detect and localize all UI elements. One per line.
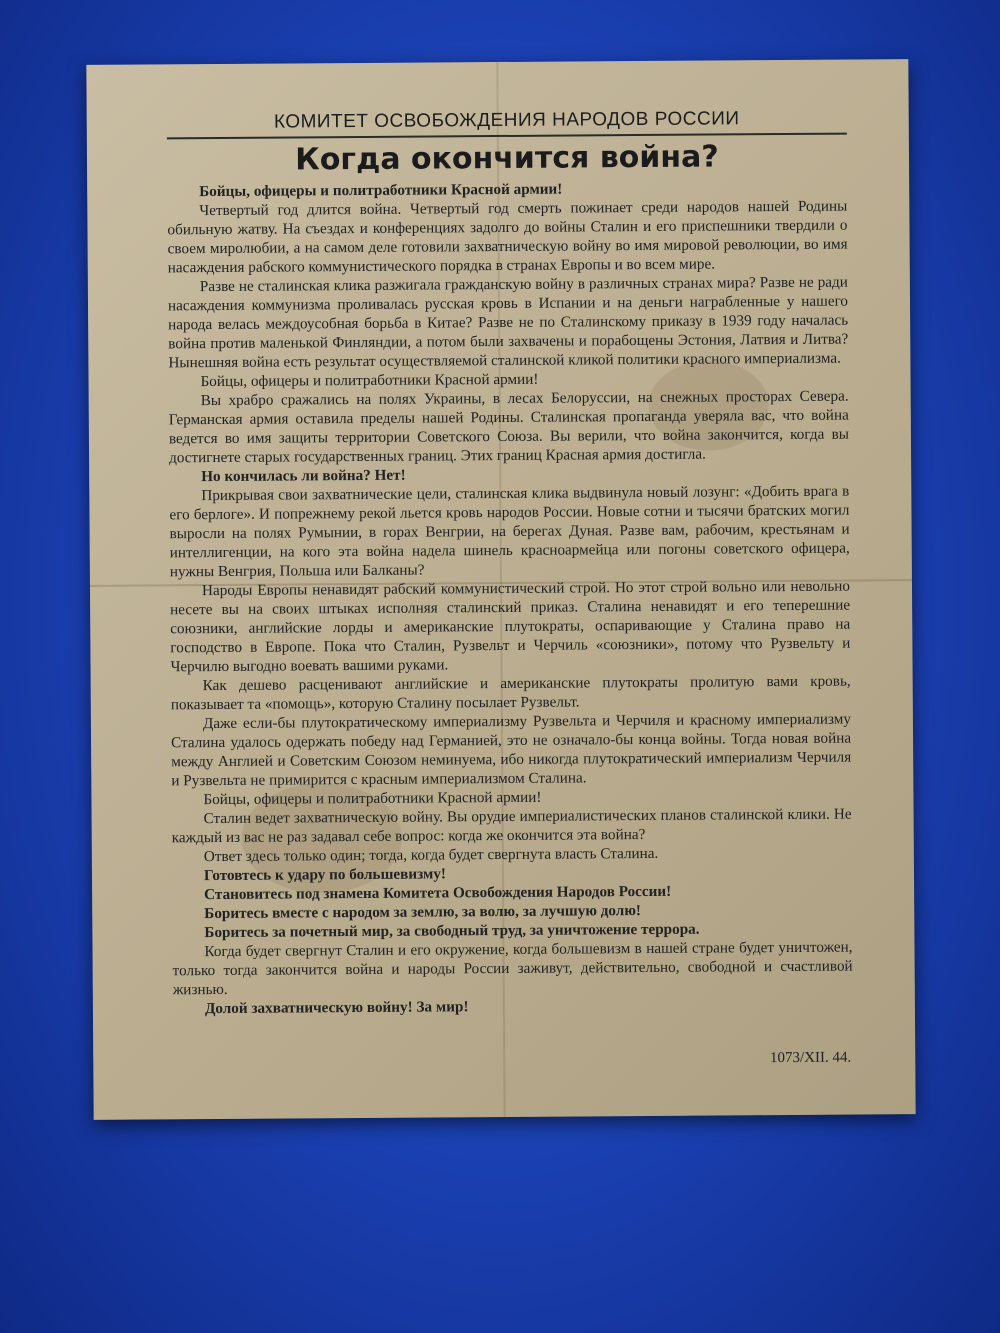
paragraph: Разве не сталинская клика разжигала гражданскую войну в различных странах мира? Разве не ради насаждения коммунизма проливалась русская кровь в Испании и на деньги награбленные у нашего народа велась междоусобная борьба в Китае? Разве не по Сталинскому приказу в 1939 году началась война против маленькой Финляндии, а потом были захвачены и порабощены Эстония, Латвия и Литва? Нынешняя война есть результат осуществляемой сталинской кликой политики красного империализма. [167,273,849,372]
paragraph: Прикрывая свои захватнические цели, сталинская клика выдвинула новый лозунг: «Добить врага в его берлоге». И попрежнему рекой льется кровь народов России. Новые сотни и тысячи братских могил выросли на полях Румынии, в горах Венгрии, на берегах Дуная. Разве вам, рабочим, крестьянам и интеллигенции, на кого эта война надела шинель красноармейца или погоны советского офицера, нужны Венгрия, Польша или Балканы? [169,482,850,581]
paragraph: Долой захватническую войну! За мир! [204,998,469,1018]
leaflet-title: Когда окончится война? [295,139,719,178]
paragraph: Даже если-бы плутократическому империализму Рузвельта и Черчиля и красному империализму Сталина удалось одержать победу над Германией, это не означало-бы конца войны. Тогда новая война между Англией и Советским Союзом неминуема, ибо никогда плутократический империализм Черчиля и Рузвельта не примирится с красным империализмом Сталина. [171,710,852,790]
paragraph: Народы Европы ненавидят рабский коммунистический строй. Но этот строй вольно или невольно несете вы на своих штыках исполняя сталинский приказ. Сталина ненавидят и его теперешние союзники, английские лорды и американские плутократы, оспаривающие у Сталина право на господство в Европе. Пока что Сталин, Рузвельт и Черчиль «союзники», потому что Рузвельту и Черчилю выгодно воевать вашими руками. [170,577,851,676]
paragraph: Становитесь под знамена Комитета Освобождения Народов России! [204,882,672,904]
print-number: 1073/XII. 44. [769,1049,852,1067]
paragraph: Вы храбро сражались на полях Украины, в лесах Белоруссии, на снежных просторах Севера. Германская армия оставила пределы нашей Родины. Сталинская пропаганда уверяла вас, что война ведется во имя защиты территории Советского Союза. Вы верили, что война закончится, когда вы достигнете старых государственных границ. Этих границ Красная армия достигла. [168,387,849,467]
paragraph: Четвертый год длится война. Четвертый год смерть пожинает среди народов нашей Родины обильную жатву. На съездах и конференциях задолго до войны Сталин и его приспешники твердили о своем миролюбии, а на самом деле готовили захватническую войну во имя мировой революции, во имя насаждения рабского коммунистического порядка в странах Европы и во всем мире. [167,197,848,277]
paragraph: Боритесь вместе с народом за землю, за волю, за лучшую долю! [204,902,642,923]
organization-header: КОМИТЕТ ОСВОБОЖДЕНИЯ НАРОДОВ РОССИИ [167,108,847,140]
leaflet-sheet [86,59,915,1120]
paragraph: Когда будет свергнут Сталин и его окружение, когда большевизм в нашей стране будет уничтожен, только тогда закончится война и народы России заживут, действительно, свободной и счастливой жизнью. [172,938,853,999]
paragraph: Сталин ведет захватническую войну. Вы орудие империалистических планов сталинской клики. Не каждый из вас не раз задавал себе вопрос: когда же окончится эта война? [171,805,852,847]
paragraph: Готовтесь к удару по большевизму! [203,865,446,885]
paragraph: Бойцы, офицеры и политработники Красной армии! [203,788,542,809]
paragraph: Бойцы, офицеры и политработники Красной армии! [199,180,563,201]
paragraph: Ответ здесь только один; тогда, когда будет свергнута власть Сталина. [203,844,659,866]
paragraph: Но кончилась ли война? Нет! [201,466,406,486]
paragraph: Боритесь за почетный мир, за свободный труд, за уничтожение террора. [204,920,700,942]
paragraph: Как дешево расценивают английские и американские плутократы пролитую вами кровь, показывает та «помощь», которую Сталину посылает Рузвельт. [170,672,851,714]
leaflet-content [167,108,853,1019]
paragraph: Бойцы, офицеры и политработники Красной армии! [200,370,539,391]
